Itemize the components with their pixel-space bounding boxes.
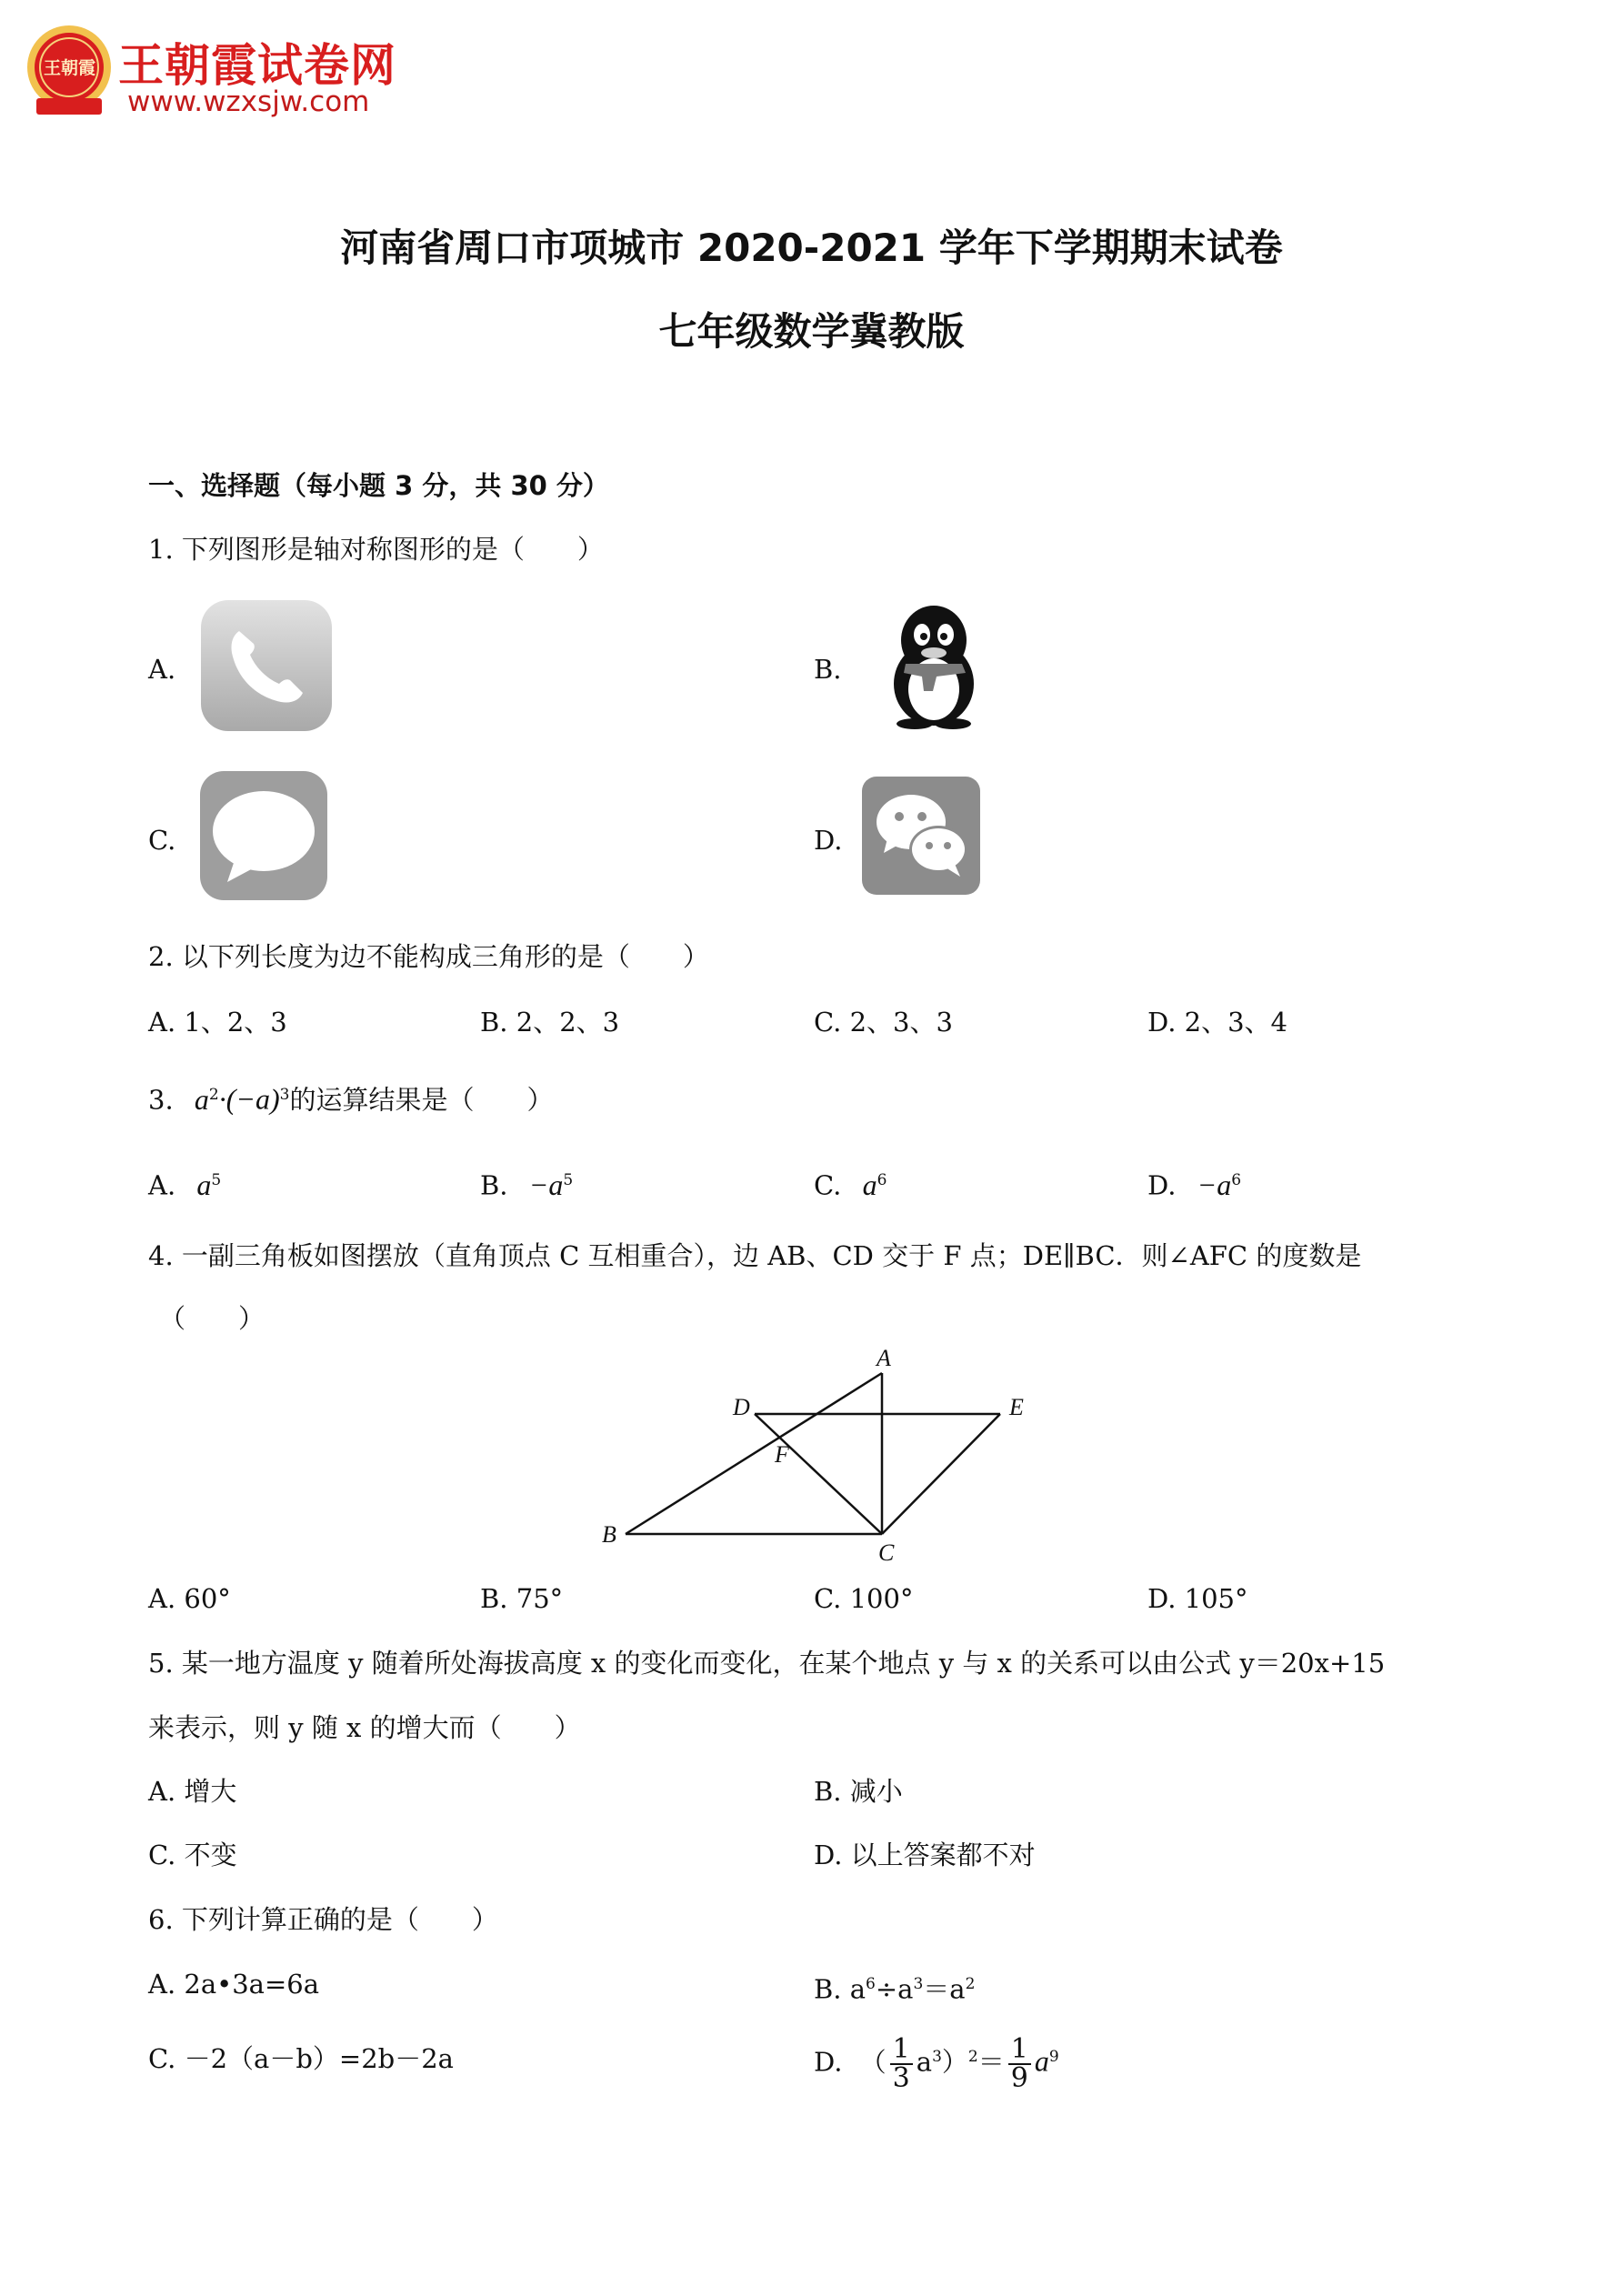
fraction-one-third: $\frac{1}{3}$	[890, 2036, 913, 2092]
q5-option-d[interactable]: D. 以上答案都不对	[814, 1840, 1036, 1870]
label-b: B	[602, 1521, 616, 1548]
q1-option-a-label[interactable]: A.	[148, 654, 176, 685]
q4-option-c[interactable]: C. 100°	[814, 1583, 914, 1614]
label-a: A	[877, 1346, 891, 1371]
wechat-icon	[860, 775, 982, 897]
q6-option-d[interactable]: D. （ $\frac{1}{3}$ $a^3)^2=$ $\frac{1}{9}$ $a^9$	[814, 2032, 1059, 2094]
q2-stem: 2. 以下列长度为边不能构成三角形的是（ ）	[148, 941, 709, 972]
q2-option-c[interactable]: C. 2、3、3	[814, 1007, 953, 1038]
phone-icon	[199, 598, 334, 733]
q3-option-b[interactable]: B. $-a^5$	[480, 1168, 574, 1201]
q5-option-c[interactable]: C. 不变	[148, 1840, 237, 1870]
q6-option-b[interactable]: B. $a^6\div a^3=a^2$	[814, 1973, 976, 2005]
label-c: C	[878, 1539, 895, 1564]
q3-option-a[interactable]: A. $a^5$	[148, 1168, 222, 1201]
q4-option-d[interactable]: D. 105°	[1147, 1583, 1248, 1614]
q1-option-d-label[interactable]: D.	[814, 825, 843, 856]
q5-option-a[interactable]: A. 增大	[148, 1776, 237, 1807]
logo-title: 王朝霞试卷网	[118, 39, 396, 92]
q2-option-b[interactable]: B. 2、2、3	[480, 1007, 620, 1038]
message-bubble-icon	[198, 769, 329, 902]
q1-stem: 1. 下列图形是轴对称图形的是（ ）	[148, 534, 604, 565]
q5-option-b[interactable]: B. 减小	[814, 1776, 903, 1807]
section-heading: 一、选择题（每小题 3 分，共 30 分）	[148, 470, 609, 501]
q4-stem: 4. 一副三角板如图摆放（直角顶点 C 互相重合），边 AB、CD 交于 F 点；DE∥BC．则∠AFC 的度数是	[148, 1240, 1362, 1271]
label-e: E	[1009, 1394, 1024, 1420]
q2-option-a[interactable]: A. 1、2、3	[148, 1007, 287, 1038]
q6-option-a[interactable]: A. 2a•3a=6a	[148, 1969, 320, 2000]
qq-penguin-icon	[882, 604, 987, 729]
q6-stem: 6. 下列计算正确的是（ ）	[148, 1904, 498, 1935]
q4-stem-paren: （ ）	[159, 1303, 265, 1334]
q1-option-b-label[interactable]: B.	[814, 654, 842, 685]
exam-subtitle: 七年级数学冀教版	[658, 309, 965, 354]
q1-option-c-label[interactable]: C.	[148, 825, 176, 856]
exam-title: 河南省周口市项城市 2020-2021 学年下学期期末试卷	[340, 226, 1283, 270]
label-f: F	[775, 1441, 789, 1468]
site-logo[interactable]	[24, 24, 406, 124]
q4-option-a[interactable]: A. 60°	[148, 1583, 231, 1614]
q6-option-c[interactable]: C. －2（a－b）=2b－2a	[148, 2043, 454, 2074]
fraction-one-ninth: $\frac{1}{9}$	[1008, 2036, 1031, 2092]
q4-option-b[interactable]: B. 75°	[480, 1583, 564, 1614]
q2-option-d[interactable]: D. 2、3、4	[1147, 1007, 1288, 1038]
seal-text: 王朝霞	[44, 58, 96, 78]
q3-option-c[interactable]: C. $a^6$	[814, 1168, 887, 1201]
logo-url[interactable]: www.wzxsjw.com	[127, 85, 370, 118]
q5-stem: 5. 某一地方温度 y 随着所处海拔高度 x 的变化而变化，在某个地点 y 与 x 的关系可以由公式 y＝20x+15	[148, 1648, 1386, 1679]
q3-option-d[interactable]: D. $-a^6$	[1147, 1168, 1242, 1201]
q5-stem-cont: 来表示，则 y 随 x 的增大而（ ）	[148, 1712, 581, 1743]
label-d: D	[733, 1394, 750, 1420]
triangle-figure	[591, 1346, 1064, 1564]
q3-stem: 3. $a^2\cdot(-a)^3$的运算结果是（ ）	[148, 1082, 554, 1116]
